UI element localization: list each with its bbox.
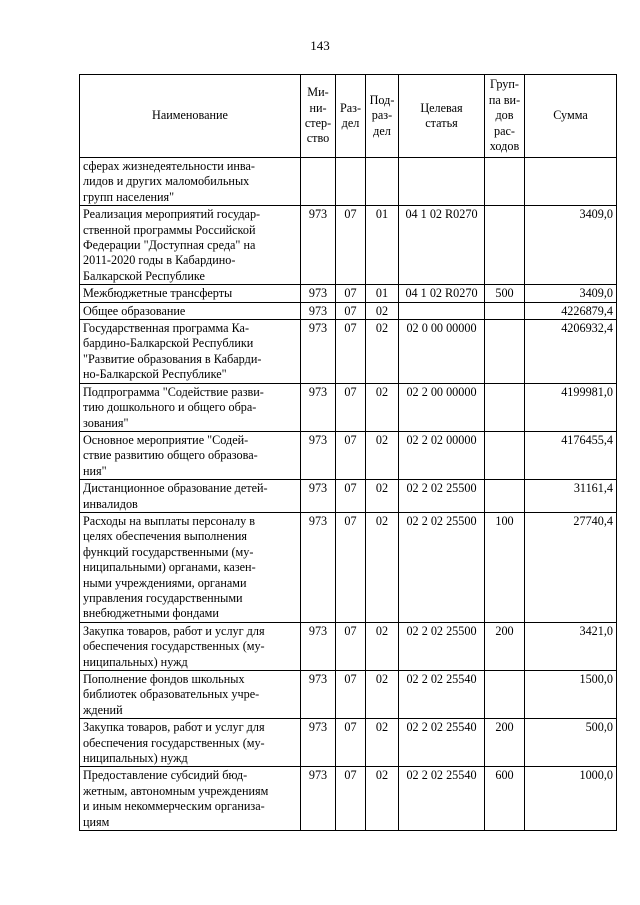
cell-subsection: 01 (366, 285, 399, 302)
cell-subsection: 02 (366, 320, 399, 384)
cell-name: сферах жизнедеятельности инва- лидов и других маломобильных групп населения" (80, 158, 301, 206)
cell-target-article: 02 2 02 25500 (399, 480, 485, 513)
cell-expense-group (485, 671, 525, 719)
cell-name: Реализация мероприятий государ- ственной программы Российской Федерации "Доступная среда" на 2011-2020 годы в Кабардино- Балкарской Республике (80, 206, 301, 285)
cell-section: 07 (336, 206, 366, 285)
cell-subsection: 02 (366, 383, 399, 431)
cell-expense-group: 200 (485, 719, 525, 767)
cell-ministry: 973 (301, 206, 336, 285)
cell-ministry: 973 (301, 767, 336, 831)
cell-name: Расходы на выплаты персоналу в целях обеспечения выполнения функций государственными (му- ниципальными) органами, казен- ными учреждениями, органами управления государственными внебюджетными фондами (80, 512, 301, 622)
cell-expense-group: 500 (485, 285, 525, 302)
cell-name: Подпрограмма "Содействие разви- тию дошкольного и общего обра- зования" (80, 383, 301, 431)
cell-subsection (366, 158, 399, 206)
cell-expense-group (485, 320, 525, 384)
cell-subsection: 02 (366, 671, 399, 719)
cell-sum: 1000,0 (525, 767, 617, 831)
cell-sum: 3409,0 (525, 285, 617, 302)
cell-expense-group (485, 302, 525, 319)
cell-section: 07 (336, 480, 366, 513)
table-row (80, 480, 617, 513)
cell-section: 07 (336, 302, 366, 319)
page-number: 143 (310, 38, 330, 53)
header-expense-group: Груп- па ви- дов рас- ходов (485, 75, 525, 158)
cell-name: Закупка товаров, работ и услуг для обеспечения государственных (му- ниципальных) нужд (80, 622, 301, 670)
cell-expense-group: 600 (485, 767, 525, 831)
cell-section: 07 (336, 383, 366, 431)
cell-section: 07 (336, 671, 366, 719)
cell-ministry: 973 (301, 285, 336, 302)
cell-section: 07 (336, 512, 366, 622)
cell-expense-group (485, 431, 525, 479)
table-row (80, 285, 617, 302)
cell-ministry: 973 (301, 480, 336, 513)
table-row (80, 671, 617, 719)
cell-subsection: 02 (366, 431, 399, 479)
cell-section: 07 (336, 320, 366, 384)
cell-name: Закупка товаров, работ и услуг для обеспечения государственных (му- ниципальных) нужд (80, 719, 301, 767)
cell-sum: 31161,4 (525, 480, 617, 513)
cell-ministry (301, 158, 336, 206)
table-row (80, 158, 617, 206)
cell-name: Основное мероприятие "Содей- ствие развитию общего образова- ния" (80, 431, 301, 479)
cell-expense-group: 200 (485, 622, 525, 670)
cell-name: Дистанционное образование детей- инвалидов (80, 480, 301, 513)
cell-target-article: 04 1 02 R0270 (399, 206, 485, 285)
cell-ministry: 973 (301, 671, 336, 719)
cell-section: 07 (336, 622, 366, 670)
header-section: Раз- дел (336, 75, 366, 158)
table-row (80, 320, 617, 384)
cell-section: 07 (336, 767, 366, 831)
table-header-row (80, 75, 617, 158)
cell-name: Общее образование (80, 302, 301, 319)
budget-table (79, 74, 617, 831)
table-row (80, 512, 617, 622)
cell-sum: 4176455,4 (525, 431, 617, 479)
cell-expense-group (485, 158, 525, 206)
table-row (80, 719, 617, 767)
cell-subsection: 02 (366, 622, 399, 670)
cell-sum: 3421,0 (525, 622, 617, 670)
cell-ministry: 973 (301, 383, 336, 431)
cell-name: Межбюджетные трансферты (80, 285, 301, 302)
table-row (80, 767, 617, 831)
cell-expense-group (485, 480, 525, 513)
cell-subsection: 02 (366, 302, 399, 319)
cell-section: 07 (336, 285, 366, 302)
cell-target-article (399, 158, 485, 206)
cell-subsection: 02 (366, 480, 399, 513)
table-row (80, 302, 617, 319)
table-row (80, 383, 617, 431)
cell-section: 07 (336, 431, 366, 479)
header-name: Наименование (80, 75, 301, 158)
cell-target-article: 02 2 02 00000 (399, 431, 485, 479)
cell-ministry: 973 (301, 719, 336, 767)
cell-name: Пополнение фондов школьных библиотек образовательных учре- ждений (80, 671, 301, 719)
cell-section: 07 (336, 719, 366, 767)
cell-subsection: 02 (366, 512, 399, 622)
cell-target-article: 02 0 00 00000 (399, 320, 485, 384)
cell-target-article: 02 2 02 25540 (399, 671, 485, 719)
cell-expense-group: 100 (485, 512, 525, 622)
cell-sum: 3409,0 (525, 206, 617, 285)
cell-target-article: 04 1 02 R0270 (399, 285, 485, 302)
header-sum: Сумма (525, 75, 617, 158)
cell-name: Государственная программа Ка- бардино-Балкарской Республики "Развитие образования в Кабарди- но-Балкарской Республике" (80, 320, 301, 384)
cell-target-article: 02 2 02 25540 (399, 767, 485, 831)
cell-subsection: 01 (366, 206, 399, 285)
cell-target-article: 02 2 02 25500 (399, 622, 485, 670)
table-row (80, 431, 617, 479)
header-ministry: Ми- ни- стер- ство (301, 75, 336, 158)
cell-sum: 4226879,4 (525, 302, 617, 319)
cell-target-article: 02 2 02 25500 (399, 512, 485, 622)
cell-ministry: 973 (301, 302, 336, 319)
cell-ministry: 973 (301, 431, 336, 479)
table-row (80, 206, 617, 285)
cell-sum: 4199981,0 (525, 383, 617, 431)
cell-section (336, 158, 366, 206)
cell-target-article: 02 2 00 00000 (399, 383, 485, 431)
table-body (80, 158, 617, 831)
cell-sum: 27740,4 (525, 512, 617, 622)
cell-subsection: 02 (366, 719, 399, 767)
cell-sum: 1500,0 (525, 671, 617, 719)
cell-target-article (399, 302, 485, 319)
cell-ministry: 973 (301, 512, 336, 622)
cell-subsection: 02 (366, 767, 399, 831)
cell-ministry: 973 (301, 320, 336, 384)
cell-sum: 500,0 (525, 719, 617, 767)
table-row (80, 622, 617, 670)
cell-expense-group (485, 206, 525, 285)
header-target-article: Целевая статья (399, 75, 485, 158)
cell-sum (525, 158, 617, 206)
cell-expense-group (485, 383, 525, 431)
cell-sum: 4206932,4 (525, 320, 617, 384)
cell-target-article: 02 2 02 25540 (399, 719, 485, 767)
cell-ministry: 973 (301, 622, 336, 670)
cell-name: Предоставление субсидий бюд- жетным, автономным учреждениям и иным некоммерческим организа- циям (80, 767, 301, 831)
header-subsection: Под- раз- дел (366, 75, 399, 158)
